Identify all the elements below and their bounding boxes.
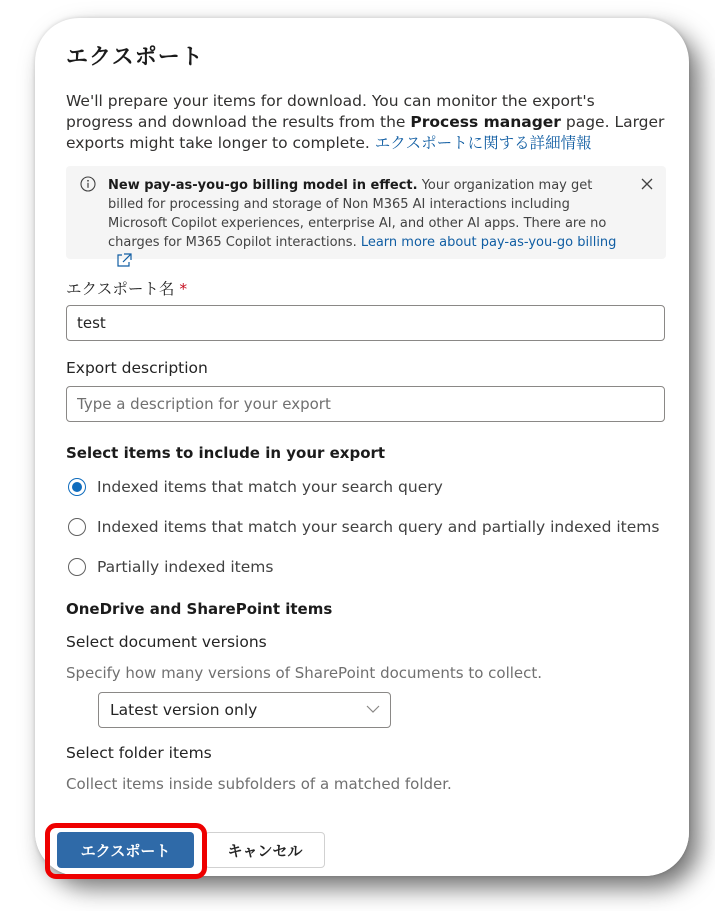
required-mark: * [179, 280, 188, 298]
export-description-input[interactable] [66, 386, 665, 422]
dialog-title: エクスポート [66, 45, 204, 70]
export-dialog [35, 18, 689, 876]
process-manager-text: Process manager [410, 113, 561, 131]
radio-label: Indexed items that match your search query [97, 478, 443, 496]
partially-visible-option [98, 809, 418, 815]
billing-notice [66, 166, 666, 259]
cancel-button[interactable]: キャンセル [205, 832, 325, 868]
radio-button[interactable] [68, 478, 86, 496]
onedrive-section-title: OneDrive and SharePoint items [66, 600, 333, 618]
export-learn-more-link[interactable]: エクスポートに関する詳細情報 [374, 134, 592, 152]
export-button[interactable]: エクスポート [57, 832, 194, 868]
billing-learn-more-link[interactable]: Learn more about pay-as-you-go billing [360, 235, 617, 250]
radio-button[interactable] [68, 518, 86, 536]
radio-button[interactable] [68, 558, 86, 576]
intro-text: We'll prepare your items for download. You can monitor the export's progress and download the results from the Process manager page. Larger exports might take longer to complete. エクスポートに関する詳細情報 [66, 92, 665, 152]
dialog-footer [35, 818, 689, 876]
info-icon [80, 176, 96, 192]
radio-label: Indexed items that match your search query and partially indexed items [97, 518, 660, 536]
export-description-label: Export description [66, 359, 208, 377]
items-section-title: Select items to include in your export [66, 444, 386, 462]
versions-selected-value: Latest version only [110, 701, 258, 719]
notice-text: New pay-as-you-go billing model in effect. Your organization may get billed for processing and storage of Non M365 AI interactions including Microsoft Copilot experiences, enterprise AI, and other AI apps. There are no charges for M365 Copilot interactions. Learn more about pay-as-you-go billing [108, 176, 618, 271]
versions-dropdown[interactable] [98, 692, 391, 728]
export-name-label: エクスポート名 * [66, 280, 188, 298]
radio-label: Partially indexed items [97, 558, 274, 576]
radio-indexed-and-partial-items[interactable] [68, 518, 659, 536]
radio-indexed-items[interactable] [68, 478, 443, 496]
versions-help-text: Specify how many versions of SharePoint documents to collect. [66, 664, 543, 682]
close-icon[interactable] [640, 177, 654, 191]
folder-help-text: Collect items inside subfolders of a matched folder. [66, 775, 452, 793]
versions-label: Select document versions [66, 633, 267, 651]
export-name-input[interactable] [66, 305, 665, 341]
chevron-down-icon [366, 704, 380, 714]
folder-items-label: Select folder items [66, 744, 212, 762]
radio-partial-items[interactable] [68, 558, 273, 576]
external-link-icon [116, 253, 132, 267]
